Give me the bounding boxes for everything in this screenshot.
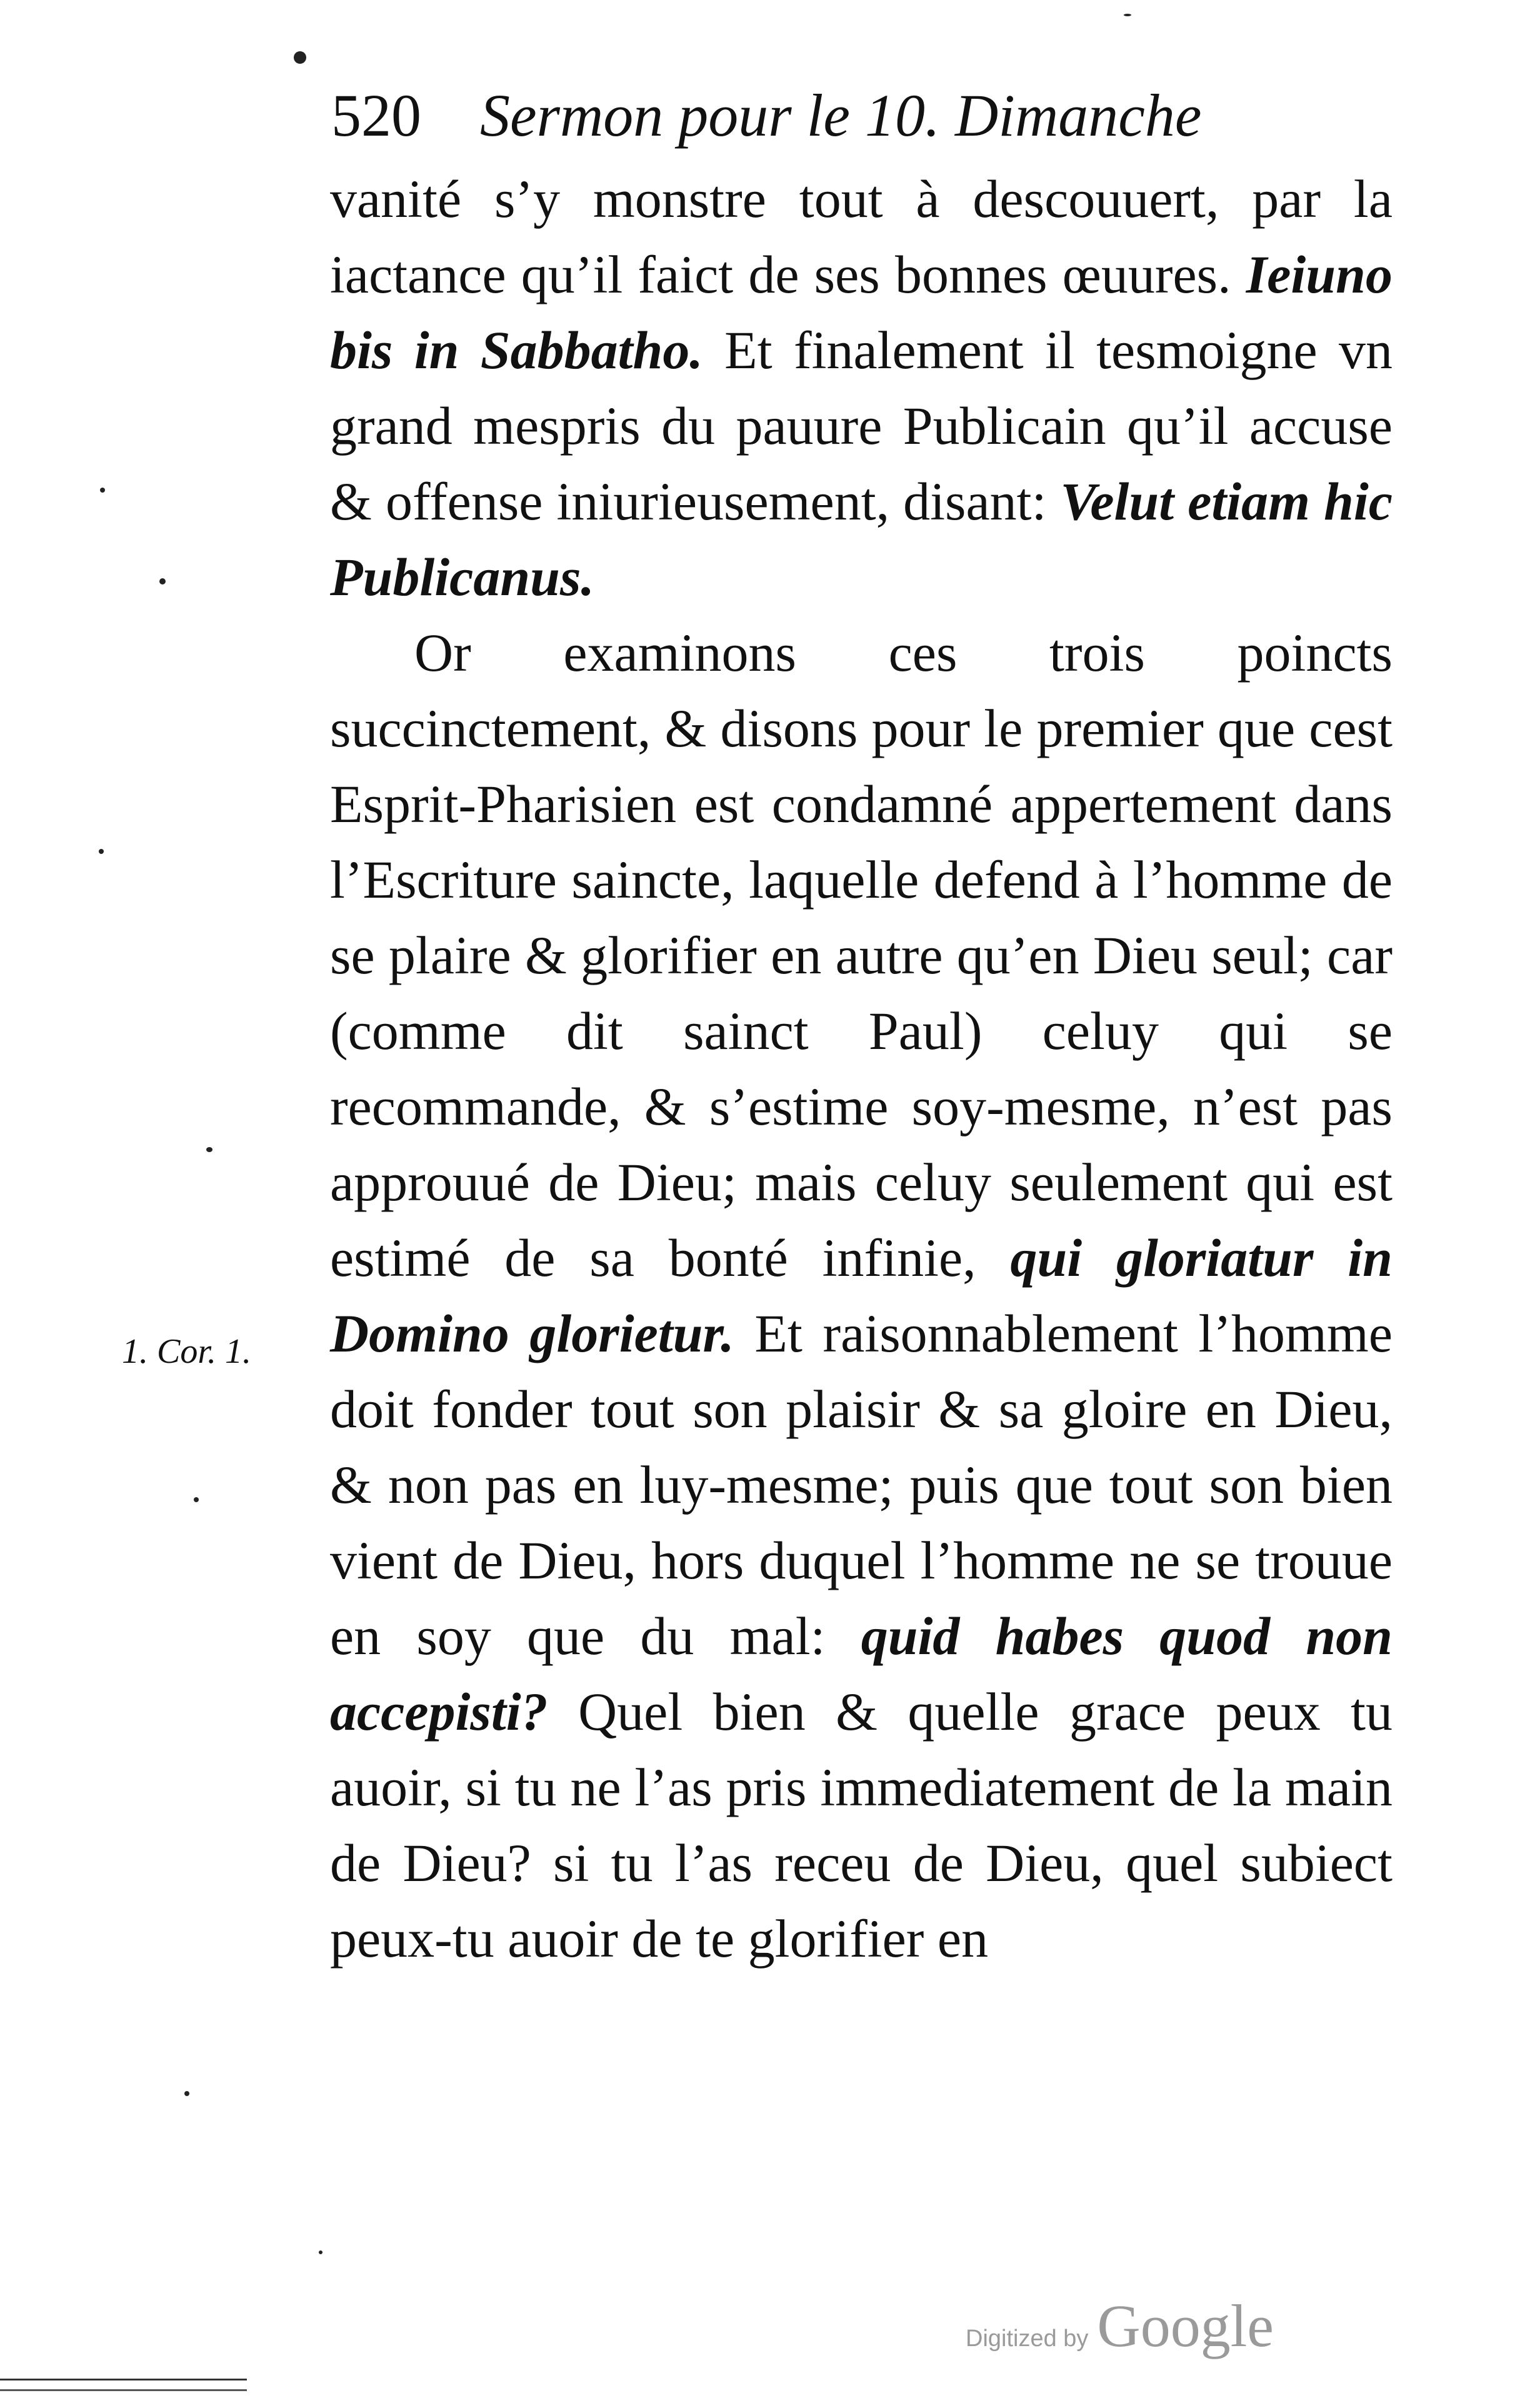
watermark-prefix: Digitized by: [966, 2325, 1089, 2352]
ink-speck: [319, 2250, 322, 2254]
ink-speck: [184, 2091, 189, 2096]
page-header: [331, 75, 1394, 156]
ink-speck: [206, 1147, 212, 1152]
paragraph: [330, 615, 1392, 1977]
page-number: 520: [331, 82, 421, 149]
latin-quotation: qui gloriatur in Domino glorietur.: [330, 1228, 1393, 1363]
ink-speck: [100, 488, 105, 493]
scan-edge-line: [0, 2379, 247, 2380]
latin-quotation: Ieiuno bis in Sabbatho.: [330, 244, 1392, 380]
running-title: Sermon pour le 10. Dimanche: [480, 82, 1202, 149]
ink-speck: [194, 1497, 199, 1502]
latin-quotation: Velut etiam hic Publicanus.: [330, 471, 1392, 607]
scan-edge-line: [0, 2389, 247, 2391]
ink-speck: [99, 849, 104, 854]
ink-speck: [159, 578, 166, 584]
google-watermark: [966, 2291, 1274, 2360]
text-run: Et raisonnablement l’homme doit fonder tout son plaisir & sa gloire en Dieu, & non pas en luy-mesme; puis que tout son bien vient de Dieu, hors duquel l’homme ne se trouue en soy que du mal:: [330, 1303, 1392, 1666]
text-run: vanité s’y monstre tout à descouuert, par la iactance qu’il faict de ses bonnes œuures.: [330, 169, 1392, 304]
margin-note: 1. Cor. 1.: [122, 1332, 251, 1371]
paragraph: [330, 161, 1392, 615]
ink-speck: [294, 51, 306, 64]
latin-quotation: quid habes quod non accepisti?: [330, 1606, 1392, 1742]
text-run: Et finalement il tesmoigne vn grand mespris du pauure Publicain qu’il accuse & offense iniurieusement, disant:: [330, 320, 1392, 531]
google-logo: Google: [1097, 2292, 1274, 2359]
sermon-body-text: [330, 161, 1392, 1977]
text-run: Or examinons ces trois poincts succinctement, & disons pour le premier que cest Esprit-Pharisien est condamné appertement dans l’Escriture saincte, laquelle defend à l’homme de se plaire & glorifier en autre qu’en Dieu seul; car (comme dit sainct Paul) celuy qui se recommande, & s’estime soy-mesme, n’est pas approuué de Dieu; mais celuy seulement qui est estimé de sa bonté infinie,: [330, 623, 1392, 1288]
ink-speck: [1124, 14, 1131, 16]
text-run: Quel bien & quelle grace peux tu auoir, si tu ne l’as pris immediatement de la main de Dieu? si tu l’as receu de Dieu, quel subiect peux-tu auoir de te glorifier en: [330, 1682, 1392, 1969]
